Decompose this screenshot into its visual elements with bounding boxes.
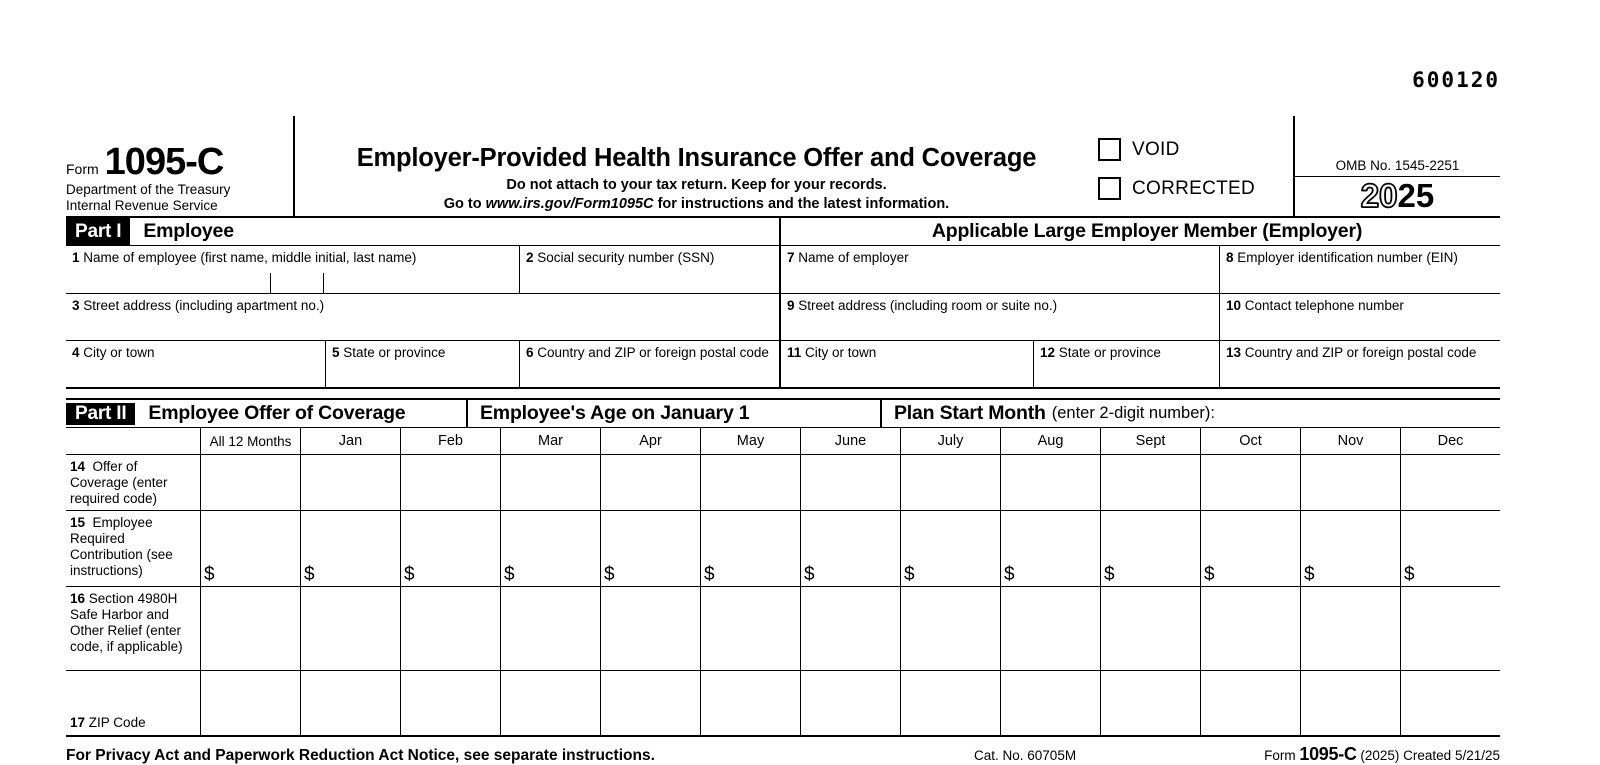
line-17-cell-june[interactable]	[800, 670, 900, 735]
corrected-checkbox-row[interactable]	[1098, 177, 1293, 200]
line-16-cell-july[interactable]	[900, 586, 1000, 670]
line-17-cell-all[interactable]	[200, 670, 300, 735]
column-header-dec: Dec	[1400, 428, 1500, 455]
line-15-cell-jan[interactable]	[300, 510, 400, 586]
plan-start-month-label: Plan Start Month	[894, 402, 1046, 424]
line-17-cell-feb[interactable]	[400, 670, 500, 735]
omb-number: OMB No. 1545-2251	[1295, 158, 1500, 177]
line-17-cell-july[interactable]	[900, 670, 1000, 735]
month-header-spacer	[66, 428, 200, 455]
line-14-cell-july[interactable]	[900, 455, 1000, 510]
line-14-text: Offer of Coverage (enter required code)	[70, 459, 168, 507]
line-14-cell-june[interactable]	[800, 455, 900, 510]
line-16-cell-dec[interactable]	[1400, 586, 1500, 670]
footer-form-reference	[1264, 744, 1500, 765]
part2-title: Employee Offer of Coverage	[148, 402, 406, 424]
tax-year	[1361, 177, 1434, 215]
line-16-cell-june[interactable]	[800, 586, 900, 670]
catalog-number: Cat. No. 60705M	[974, 748, 1077, 763]
line-17-cell-mar[interactable]	[500, 670, 600, 735]
dollar-sign-icon: $	[204, 564, 215, 585]
field-employer-state[interactable]	[1033, 340, 1219, 387]
instruction-suffix: for instructions and the latest information.	[653, 196, 950, 213]
corrected-checkbox[interactable]	[1098, 177, 1121, 200]
field-1-label: Name of employee (first name, middle initial, last name)	[83, 250, 417, 265]
line-14-cell-dec[interactable]	[1400, 455, 1500, 510]
line-16-cell-feb[interactable]	[400, 586, 500, 670]
line-15-cell-july[interactable]	[900, 510, 1000, 586]
line-15-text: Employee Required Contribution (see instructions)	[70, 515, 173, 579]
department-line-2: Internal Revenue Service	[66, 198, 218, 214]
status-checkbox-block	[1098, 116, 1293, 216]
field-2-number: 2	[526, 250, 534, 265]
column-header-nov: Nov	[1300, 428, 1400, 455]
field-6-number: 6	[526, 345, 534, 360]
line-16-cell-mar[interactable]	[500, 586, 600, 670]
scan-line-number: 600120	[1412, 68, 1500, 92]
field-employee-ssn[interactable]	[519, 246, 779, 293]
field-employee-city[interactable]	[66, 340, 325, 387]
dollar-sign-icon: $	[1104, 564, 1115, 585]
line-15-cell-june[interactable]	[800, 510, 900, 586]
line-17-cell-jan[interactable]	[300, 670, 400, 735]
part1-fields	[66, 246, 1500, 389]
field-employer-name[interactable]	[779, 246, 1219, 293]
field-3-label: Street address (including apartment no.)	[83, 298, 325, 313]
line-17-cell-aug[interactable]	[1000, 670, 1100, 735]
line-15-cell-all[interactable]	[200, 510, 300, 586]
line-17-text: ZIP Code	[88, 714, 146, 730]
dollar-sign-icon: $	[304, 564, 315, 585]
form-subtitle: Do not attach to your tax return. Keep for your records.	[506, 177, 887, 194]
column-header-jan: Jan	[300, 428, 400, 455]
line-14-row	[66, 455, 1500, 510]
field-row-1	[66, 246, 1500, 293]
month-header-row	[66, 428, 1500, 455]
line-17-cell-dec[interactable]	[1400, 670, 1500, 735]
line-16-text: Section 4980H Safe Harbor and Other Relief (enter code, if applicable)	[70, 591, 183, 655]
line-16-cell-apr[interactable]	[600, 586, 700, 670]
field-row-3	[66, 340, 1500, 387]
line-15-label	[66, 510, 200, 586]
form-title-block	[295, 116, 1098, 216]
field-employee-state[interactable]	[325, 340, 519, 387]
field-7-label: Name of employer	[798, 250, 909, 265]
line-14-cell-nov[interactable]	[1300, 455, 1400, 510]
part1-banner	[66, 216, 1500, 246]
line-15-number: 15	[70, 515, 86, 530]
field-12-label: State or province	[1058, 345, 1161, 360]
line-17-cell-sept[interactable]	[1100, 670, 1200, 735]
column-header-june: June	[800, 428, 900, 455]
field-13-label: Country and ZIP or foreign postal code	[1244, 345, 1477, 360]
column-header-mar: Mar	[500, 428, 600, 455]
field-8-number: 8	[1226, 250, 1234, 265]
instruction-prefix: Go to	[443, 196, 486, 213]
line-14-cell-oct[interactable]	[1200, 455, 1300, 510]
field-11-number: 11	[787, 345, 802, 360]
dollar-sign-icon: $	[404, 564, 415, 585]
field-10-label: Contact telephone number	[1244, 298, 1404, 313]
plan-start-month-hint: (enter 2-digit number):	[1051, 404, 1215, 422]
line-16-row	[66, 586, 1500, 670]
part2-age-title: Employee's Age on January 1	[480, 402, 750, 424]
name-subdividers	[66, 273, 519, 293]
column-header-sept: Sept	[1100, 428, 1200, 455]
form-instruction-line	[305, 196, 1088, 212]
void-checkbox-row[interactable]	[1098, 138, 1293, 161]
line-17-row	[66, 670, 1500, 735]
line-17-cell-nov[interactable]	[1300, 670, 1400, 735]
field-2-label: Social security number (SSN)	[537, 250, 715, 265]
line-15-cell-oct[interactable]	[1200, 510, 1300, 586]
line-17-number: 17	[70, 714, 86, 730]
footer-year-created: (2025) Created 5/21/25	[1360, 748, 1500, 763]
line-15-cell-mar[interactable]	[500, 510, 600, 586]
form-word-label: Form	[66, 161, 99, 178]
line-15-cell-sept[interactable]	[1100, 510, 1200, 586]
column-header-aug: Aug	[1000, 428, 1100, 455]
line-16-cell-all[interactable]	[200, 586, 300, 670]
line-14-cell-apr[interactable]	[600, 455, 700, 510]
line-14-cell-may[interactable]	[700, 455, 800, 510]
tax-year-prefix: 20	[1360, 177, 1398, 215]
field-employer-city[interactable]	[779, 340, 1033, 387]
footer-form-number: 1095-C	[1299, 744, 1357, 764]
form-body	[66, 116, 1500, 765]
footer-form-word: Form	[1264, 748, 1296, 763]
field-13-number: 13	[1226, 345, 1242, 360]
privacy-act-notice: For Privacy Act and Paperwork Reduction Act Notice, see separate instructions.	[66, 747, 655, 764]
field-row-2	[66, 293, 1500, 340]
line-14-cell-feb[interactable]	[400, 455, 500, 510]
line-16-cell-may[interactable]	[700, 586, 800, 670]
line-14-cell-mar[interactable]	[500, 455, 600, 510]
void-label: VOID	[1132, 138, 1180, 160]
field-3-number: 3	[72, 298, 80, 313]
field-employee-name[interactable]	[66, 246, 519, 293]
field-8-label: Employer identification number (EIN)	[1237, 250, 1458, 265]
field-6-label: Country and ZIP or foreign postal code	[537, 345, 769, 360]
part1-tag: Part I	[66, 218, 130, 245]
column-header-all-12-months: All 12 Months	[200, 428, 300, 455]
line-14-number: 14	[70, 459, 86, 474]
part2-tag: Part II	[66, 403, 135, 425]
line-14-cell-all[interactable]	[200, 455, 300, 510]
line-17-cell-may[interactable]	[700, 670, 800, 735]
field-11-label: City or town	[805, 345, 877, 360]
line-16-number: 16	[70, 591, 86, 606]
field-9-number: 9	[787, 298, 795, 313]
department-line-1: Department of the Treasury	[66, 182, 231, 198]
line-14-label	[66, 455, 200, 510]
dollar-sign-icon: $	[804, 564, 815, 585]
part1-employer-title: Applicable Large Employer Member (Employer)	[931, 220, 1363, 242]
field-5-label: State or province	[343, 345, 446, 360]
line-16-cell-sept[interactable]	[1100, 586, 1200, 670]
field-9-label: Street address (including room or suite no.)	[798, 298, 1058, 313]
instruction-url: www.irs.gov/Form1095C	[485, 196, 654, 213]
line-16-cell-nov[interactable]	[1300, 586, 1400, 670]
field-4-label: City or town	[83, 345, 155, 360]
field-employer-ein[interactable]	[1219, 246, 1500, 293]
dollar-sign-icon: $	[704, 564, 715, 585]
void-checkbox[interactable]	[1098, 138, 1121, 161]
line-15-row	[66, 510, 1500, 586]
line-17-cell-apr[interactable]	[600, 670, 700, 735]
dollar-sign-icon: $	[1304, 564, 1315, 585]
field-employer-street[interactable]	[779, 293, 1219, 340]
line-15-cell-feb[interactable]	[400, 510, 500, 586]
line-15-cell-aug[interactable]	[1000, 510, 1100, 586]
column-header-feb: Feb	[400, 428, 500, 455]
form-footer	[66, 737, 1500, 765]
field-employer-phone[interactable]	[1219, 293, 1500, 340]
column-header-july: July	[900, 428, 1000, 455]
line-16-cell-oct[interactable]	[1200, 586, 1300, 670]
dollar-sign-icon: $	[604, 564, 615, 585]
line-15-cell-may[interactable]	[700, 510, 800, 586]
tax-year-suffix: 25	[1397, 177, 1435, 215]
line-15-cell-nov[interactable]	[1300, 510, 1400, 586]
dollar-sign-icon: $	[504, 564, 515, 585]
part2-grid	[66, 428, 1500, 737]
field-12-number: 12	[1040, 345, 1056, 360]
field-10-number: 10	[1226, 298, 1242, 313]
line-16-label	[66, 586, 200, 670]
line-15-cell-dec[interactable]	[1400, 510, 1500, 586]
dollar-sign-icon: $	[1204, 564, 1215, 585]
field-employee-country-zip[interactable]	[519, 340, 779, 387]
line-16-cell-aug[interactable]	[1000, 586, 1100, 670]
line-17-label	[66, 670, 200, 735]
line-16-cell-jan[interactable]	[300, 586, 400, 670]
line-14-cell-sept[interactable]	[1100, 455, 1200, 510]
field-7-number: 7	[787, 250, 795, 265]
line-14-cell-aug[interactable]	[1000, 455, 1100, 510]
omb-year-block	[1293, 116, 1500, 216]
corrected-label: CORRECTED	[1132, 177, 1256, 199]
line-15-cell-apr[interactable]	[600, 510, 700, 586]
field-4-number: 4	[72, 345, 80, 360]
column-header-apr: Apr	[600, 428, 700, 455]
line-14-cell-jan[interactable]	[300, 455, 400, 510]
form-title: Employer-Provided Health Insurance Offer and Coverage	[356, 144, 1037, 172]
form-number: 1095-C	[104, 141, 224, 184]
dollar-sign-icon: $	[1404, 564, 1415, 585]
dollar-sign-icon: $	[1004, 564, 1015, 585]
part1-employee-title: Employee	[143, 220, 234, 242]
part2-banner	[66, 398, 1500, 428]
field-5-number: 5	[332, 345, 340, 360]
field-employee-street[interactable]	[66, 293, 779, 340]
dollar-sign-icon: $	[904, 564, 915, 585]
line-17-cell-oct[interactable]	[1200, 670, 1300, 735]
form-identity-block	[66, 116, 295, 216]
form-header	[66, 116, 1500, 216]
field-1-number: 1	[72, 250, 80, 265]
column-header-may: May	[700, 428, 800, 455]
field-employer-country-zip[interactable]	[1219, 340, 1500, 387]
column-header-oct: Oct	[1200, 428, 1300, 455]
